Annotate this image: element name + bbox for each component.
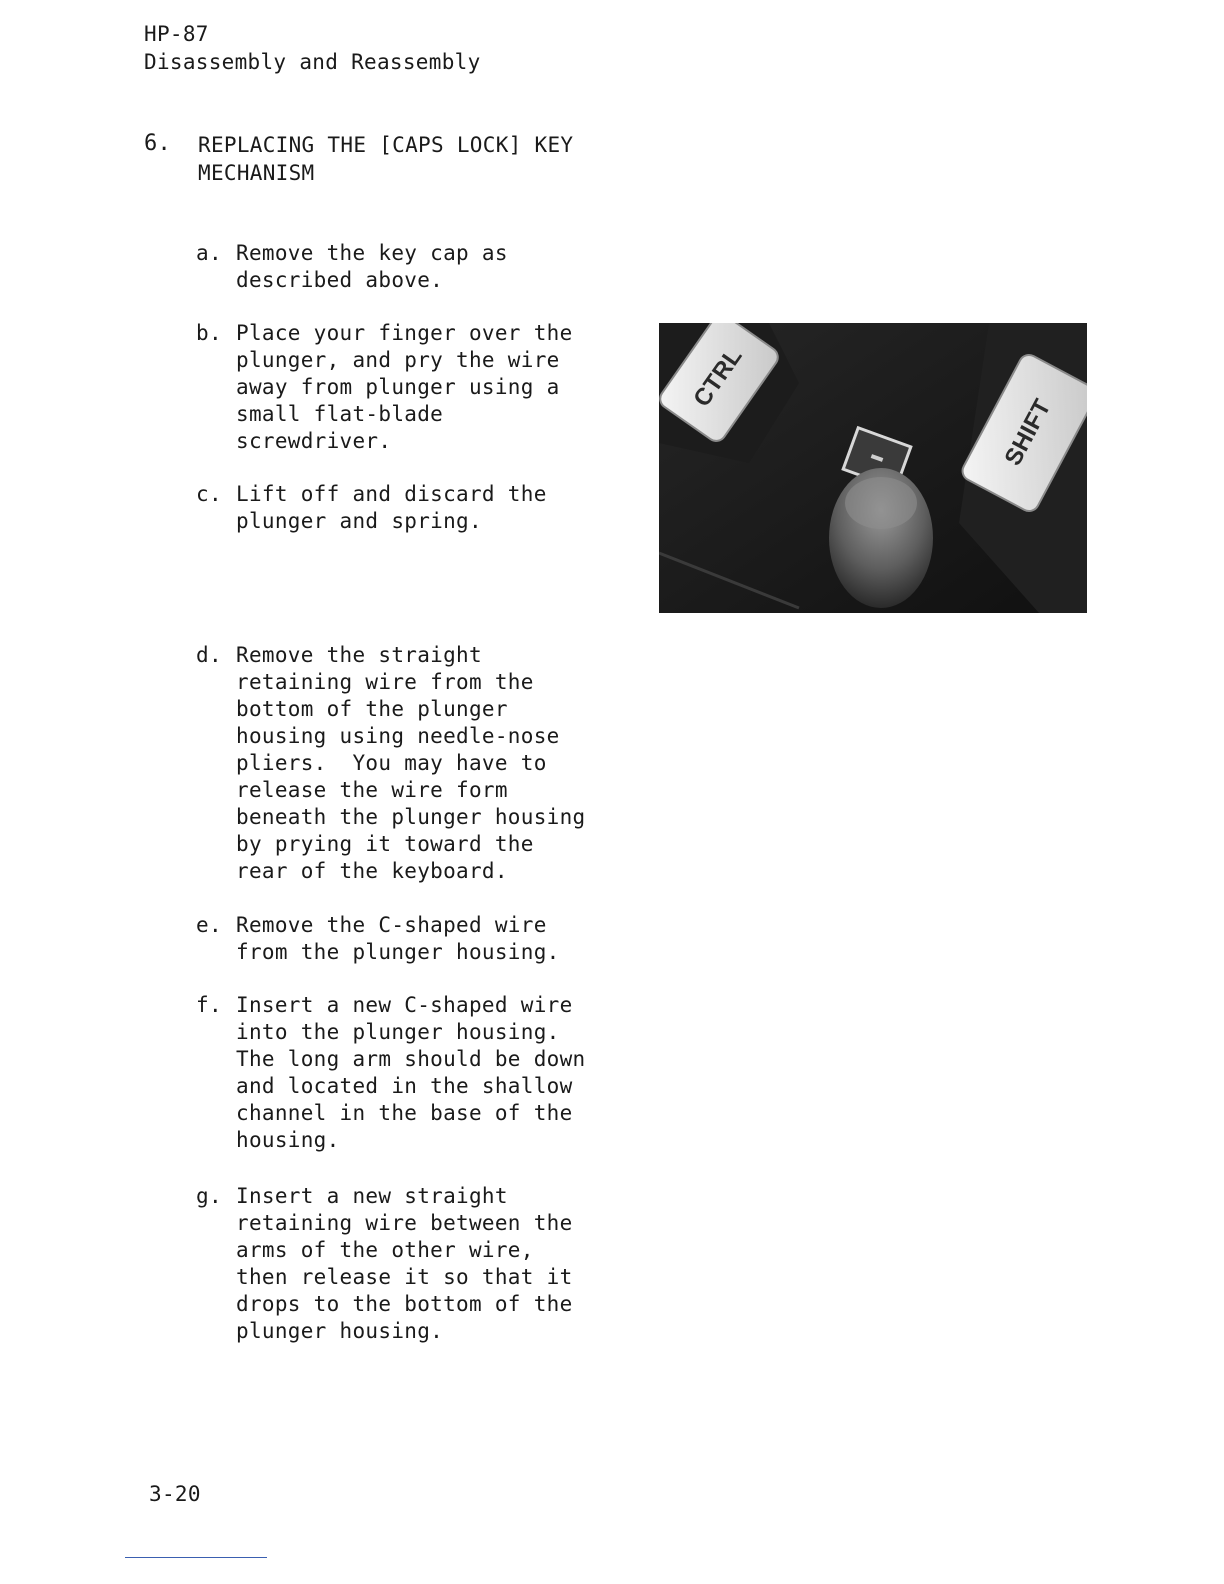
step-letter: d. — [196, 643, 222, 667]
step-line: housing using needle-nose — [236, 724, 560, 748]
step-line: release the wire form — [236, 778, 508, 802]
step-line: drops to the bottom of the — [236, 1292, 573, 1316]
section-number: 6. — [144, 131, 172, 156]
step-line: and located in the shallow — [236, 1074, 573, 1098]
step-line: rear of the keyboard. — [236, 859, 508, 883]
keyboard-photo-drawing — [659, 323, 1087, 613]
step-line: into the plunger housing. — [236, 1020, 560, 1044]
step-line: pliers. You may have to — [236, 751, 547, 775]
step-line: plunger, and pry the wire — [236, 348, 560, 372]
footer-rule — [125, 1557, 267, 1558]
step-line: retaining wire from the — [236, 670, 534, 694]
step-line: Lift off and discard the — [236, 482, 547, 506]
step-line: away from plunger using a — [236, 375, 560, 399]
page-header — [144, 20, 481, 76]
step-letter: e. — [196, 913, 222, 937]
step-line: bottom of the plunger — [236, 697, 508, 721]
ctrl-key-label: CTRL — [688, 342, 748, 412]
step-line: Insert a new straight — [236, 1184, 508, 1208]
page-number: 3-20 — [149, 1482, 201, 1506]
section-title-line: REPLACING THE [CAPS LOCK] KEY — [198, 133, 574, 157]
step-letter: f. — [196, 993, 222, 1017]
step-line: channel in the base of the — [236, 1101, 573, 1125]
step-line: Remove the straight — [236, 643, 482, 667]
step-line: Place your finger over the — [236, 321, 573, 345]
step-line: housing. — [236, 1128, 340, 1152]
step-letter: c. — [196, 482, 222, 506]
step-line: plunger and spring. — [236, 509, 482, 533]
step-line: arms of the other wire, — [236, 1238, 534, 1262]
step-line: screwdriver. — [236, 429, 392, 453]
step-line: described above. — [236, 268, 444, 292]
step-line: by prying it toward the — [236, 832, 534, 856]
section-title-line: MECHANISM — [198, 161, 315, 185]
step-letter: b. — [196, 321, 222, 345]
shift-key-label: SHIFT — [999, 394, 1057, 471]
step-line: Remove the key cap as — [236, 241, 508, 265]
step-line: Insert a new C-shaped wire — [236, 993, 573, 1017]
step-line: then release it so that it — [236, 1265, 573, 1289]
product-name: HP-87 — [144, 22, 209, 46]
step-line: plunger housing. — [236, 1319, 444, 1343]
step-line: Remove the C-shaped wire — [236, 913, 547, 937]
step-line: beneath the plunger housing — [236, 805, 586, 829]
chapter-title: Disassembly and Reassembly — [144, 50, 481, 74]
step-letter: g. — [196, 1184, 222, 1208]
keyboard-photo — [659, 323, 1087, 613]
step-line: The long arm should be down — [236, 1047, 586, 1071]
step-line: retaining wire between the — [236, 1211, 573, 1235]
section-title — [198, 131, 573, 187]
step-line: small flat-blade — [236, 402, 444, 426]
step-line: from the plunger housing. — [236, 940, 560, 964]
step-letter: a. — [196, 241, 222, 265]
